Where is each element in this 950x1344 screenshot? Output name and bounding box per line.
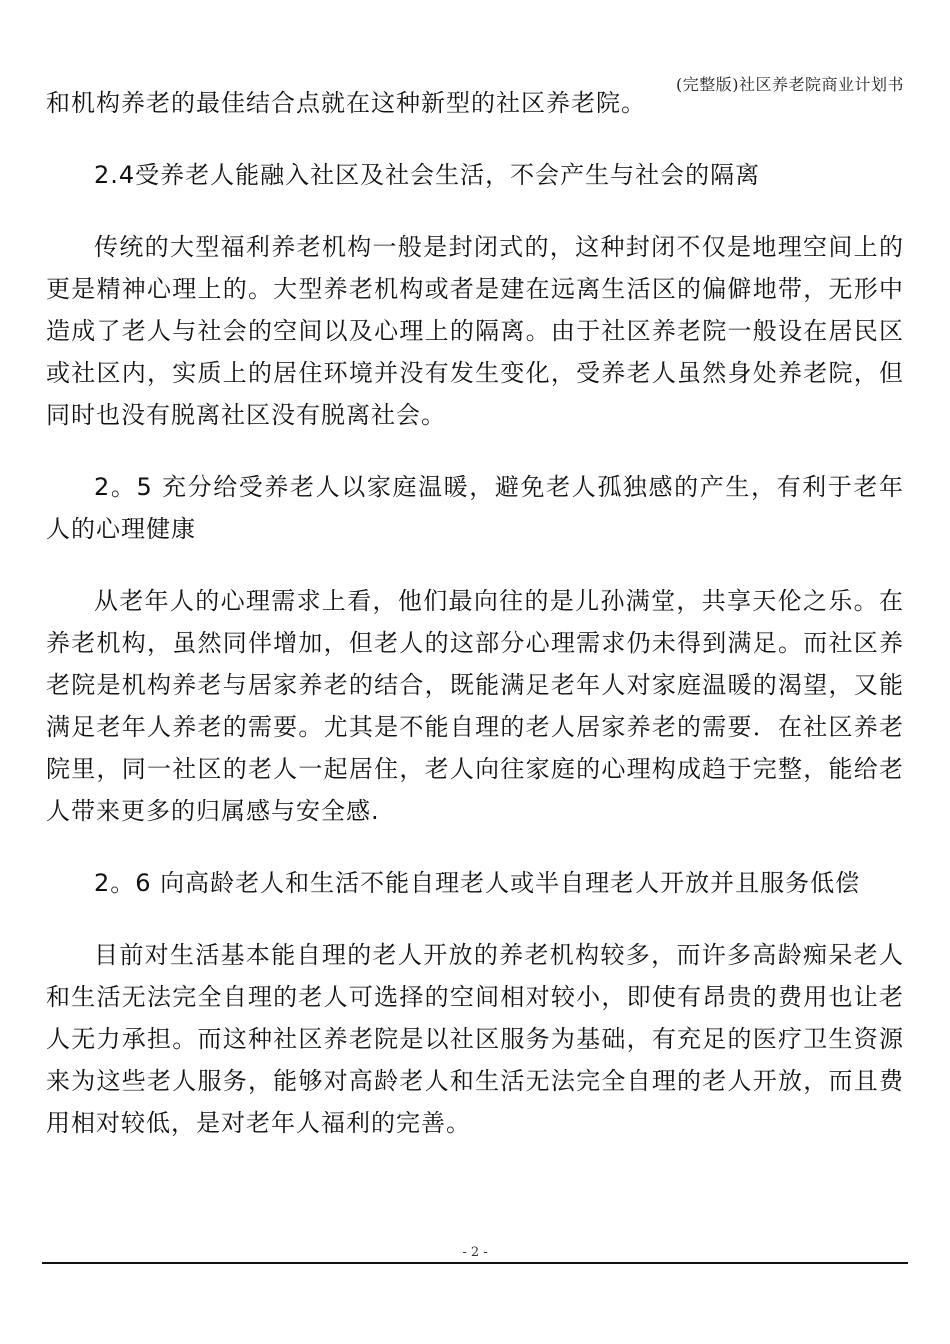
paragraph-elderly-access: 目前对生活基本能自理的老人开放的养老机构较多，而许多高龄痴呆老人和生活无法完全自理的老人可选择的空间相对较小，即使有昂贵的费用也让老人无力承担。而这种社区养老院是以社区服务为基础，有充足的医疗卫生资源来为这些老人服务，能够对高龄老人和生活无法完全自理的老人开放，而且费用相对较低，是对老年人福利的完善。: [46, 941, 904, 1137]
page-number: - 2 -: [462, 1245, 488, 1260]
section-heading-2-4: 2.4受养老人能融入社区及社会生活，不会产生与社会的隔离: [94, 161, 761, 189]
paragraph-continuation: 和机构养老的最佳结合点就在这种新型的社区养老院。: [46, 89, 646, 117]
section-heading-2-5: 2。5 充分给受养老人以家庭温暖，避免老人孤独感的产生，有利于老年人的心理健康: [46, 473, 904, 543]
section-heading-2-6: 2。6 向高龄老人和生活不能自理老人或半自理老人开放并且服务低偿: [94, 869, 861, 897]
running-header: (完整版)社区养老院商业计划书: [676, 75, 904, 94]
paragraph-isolation: 传统的大型福利养老机构一般是封闭式的，这种封闭不仅是地理空间上的更是精神心理上的。大型养老机构或者是建在远离生活区的偏僻地带，无形中造成了老人与社会的空间以及心理上的隔离。由于社区养老院一般设在居民区或社区内，实质上的居住环境并没有发生变化，受养老人虽然身处养老院，但同时也没有脱离社区没有脱离社会。: [46, 233, 904, 429]
footer-divider: [42, 1262, 908, 1264]
document-body: [46, 82, 904, 1144]
paragraph-family-warmth: 从老年人的心理需求上看，他们最向往的是儿孙满堂，共享天伦之乐。在养老机构，虽然同伴增加，但老人的这部分心理需求仍未得到满足。而社区养老院是机构养老与居家养老的结合，既能满足老年人对家庭温暖的渴望，又能满足老年人养老的需要。尤其是不能自理的老人居家养老的需要．在社区养老院里，同一社区的老人一起居住，老人向往家庭的心理构成趋于完整，能给老人带来更多的归属感与安全感.: [46, 587, 904, 825]
